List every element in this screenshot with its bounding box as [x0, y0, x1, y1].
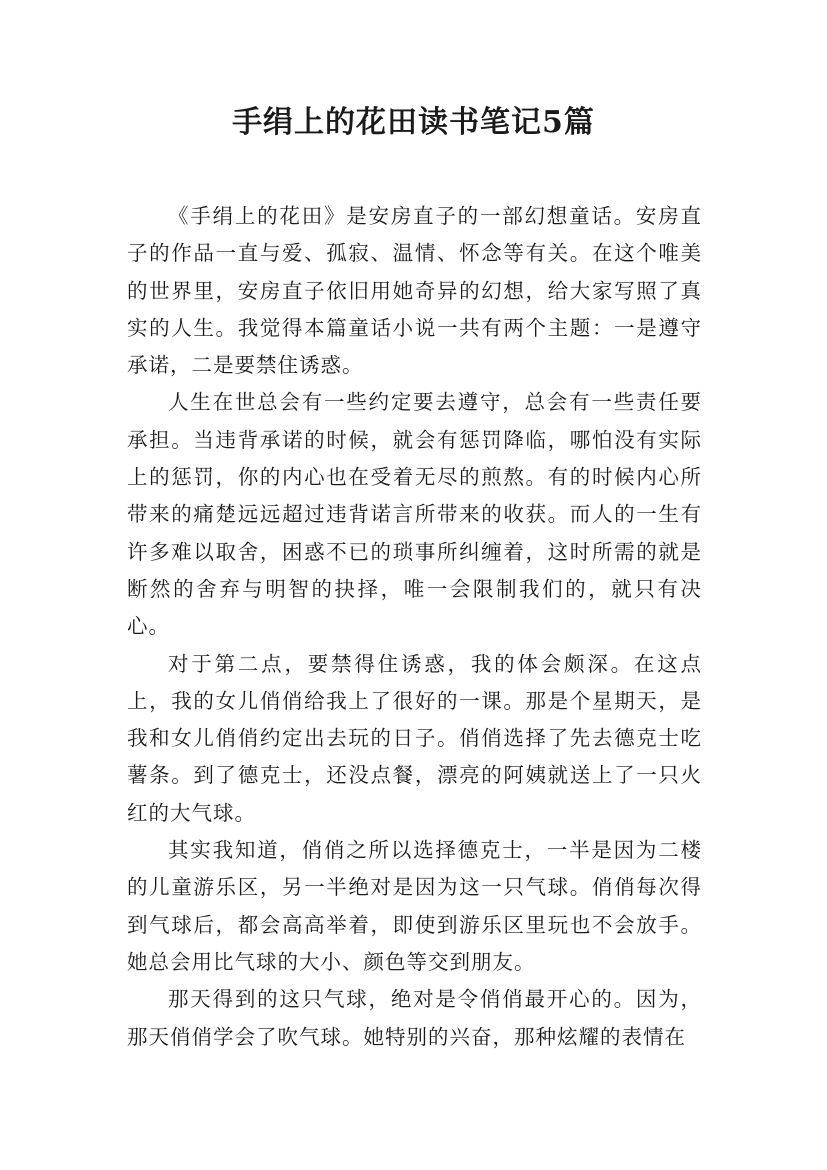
paragraph-1: 《手绢上的花田》是安房直子的一部幻想童话。安房直子的作品一直与爱、孤寂、温情、怀念等有关。在这个唯美的世界里，安房直子依旧用她奇异的幻想，给大家写照了真实的人生。我觉得本篇童话小说一共有两个主题：一是遵守承诺，二是要禁住诱惑。 — [127, 204, 702, 378]
document-body — [127, 198, 702, 1056]
paragraph-5: 那天得到的这只气球，绝对是令俏俏最开心的。因为，那天俏俏学会了吹气球。她特别的兴奋，那种炫耀的表情在 — [127, 987, 702, 1049]
document-title: 手绢上的花田读书笔记5篇 — [232, 105, 595, 140]
paragraph-3: 对于第二点，要禁得住诱惑，我的体会颇深。在这点上，我的女儿俏俏给我上了很好的一课。那是个星期天，是我和女儿俏俏约定出去玩的日子。俏俏选择了先去德克士吃薯条。到了德克士，还没点餐，漂亮的阿姨就送上了一只火红的大气球。 — [127, 651, 702, 825]
paragraph-4: 其实我知道，俏俏之所以选择德克士，一半是因为二楼的儿童游乐区，另一半绝对是因为这一只气球。俏俏每次得到气球后，都会高高举着，即使到游乐区里玩也不会放手。她总会用比气球的大小、颜色等交到朋友。 — [127, 838, 702, 974]
paragraph-2: 人生在世总会有一些约定要去遵守，总会有一些责任要承担。当违背承诺的时候，就会有惩罚降临，哪怕没有实际上的惩罚，你的内心也在受着无尽的煎熬。有的时候内心所带来的痛楚远远超过违背诺言所带来的收获。而人的一生有许多难以取舍，困惑不已的琐事所纠缠着，这时所需的就是断然的舍弃与明智的抉择，唯一会限制我们的，就只有决心。 — [127, 390, 702, 639]
